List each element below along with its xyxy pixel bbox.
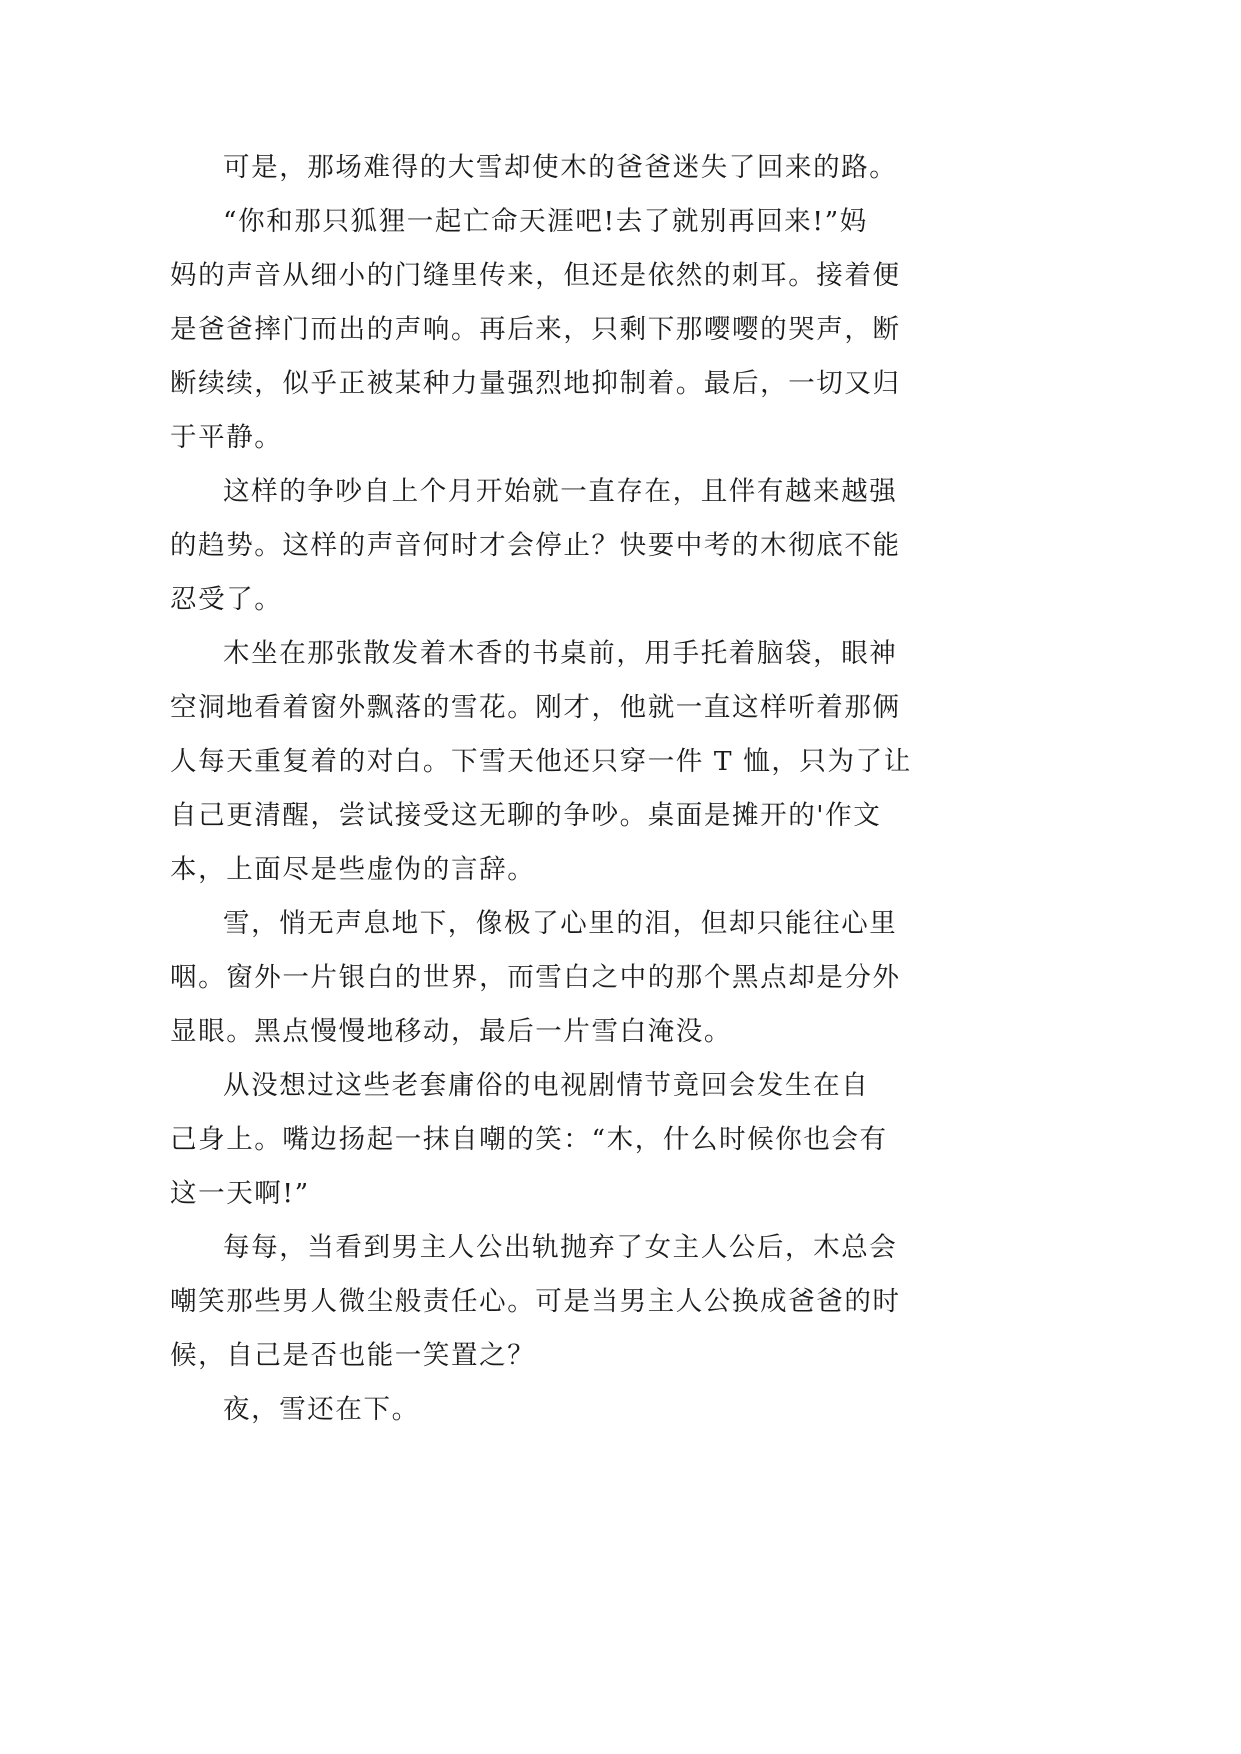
text-line: 可是，那场难得的大雪却使木的爸爸迷失了回来的路。 <box>223 152 898 183</box>
paragraph-4 <box>170 627 940 897</box>
text-line: “你和那只狐狸一起亡命天涯吧!去了就别再回来!”妈 <box>223 206 868 237</box>
text-line: 是爸爸摔门而出的声响。再后来，只剩下那嘤嘤的哭声，断 <box>170 314 901 345</box>
text-line: 妈的声音从细小的门缝里传来，但还是依然的刺耳。接着便 <box>170 260 901 291</box>
text-line: 的趋势。这样的声音何时才会停止？快要中考的木彻底不能 <box>170 530 901 561</box>
article-body <box>170 141 940 1437</box>
paragraph-1 <box>170 141 940 195</box>
text-line: 这样的争吵自上个月开始就一直存在，且伴有越来越强 <box>223 476 898 507</box>
text-line: 雪，悄无声息地下，像极了心里的泪，但却只能往心里 <box>223 908 898 939</box>
text-line: 嘲笑那些男人微尘般责任心。可是当男主人公换成爸爸的时 <box>170 1286 901 1317</box>
text-line: 本，上面尽是些虚伪的言辞。 <box>170 854 536 885</box>
text-line: 木坐在那张散发着木香的书桌前，用手托着脑袋，眼神 <box>223 638 898 669</box>
text-line: 忍受了。 <box>170 584 283 615</box>
text-line: 这一天啊!” <box>170 1178 310 1209</box>
paragraph-5 <box>170 897 940 1059</box>
text-line: 于平静。 <box>170 422 283 453</box>
paragraph-7 <box>170 1221 940 1383</box>
text-line: 从没想过这些老套庸俗的电视剧情节竟回会发生在自 <box>223 1070 870 1101</box>
text-line: 自己更清醒，尝试接受这无聊的争吵。桌面是摊开的'作文 <box>170 800 882 831</box>
text-line: 空洞地看着窗外飘落的雪花。刚才，他就一直这样听着那俩 <box>170 692 901 723</box>
text-line: 每每，当看到男主人公出轨抛弃了女主人公后，木总会 <box>223 1232 898 1263</box>
paragraph-6 <box>170 1059 940 1221</box>
paragraph-8 <box>170 1383 940 1437</box>
text-line: 人每天重复着的对白。下雪天他还只穿一件 T 恤，只为了让 <box>170 746 912 777</box>
paragraph-3 <box>170 465 940 627</box>
text-line: 咽。窗外一片银白的世界，而雪白之中的那个黑点却是分外 <box>170 962 901 993</box>
text-line: 显眼。黑点慢慢地移动，最后一片雪白淹没。 <box>170 1016 732 1047</box>
text-line: 己身上。嘴边扬起一抹自嘲的笑：“木，什么时候你也会有 <box>170 1124 888 1155</box>
text-line: 断续续，似乎正被某种力量强烈地抑制着。最后，一切又归 <box>170 368 901 399</box>
text-line: 候，自己是否也能一笑置之？ <box>170 1340 536 1371</box>
paragraph-2 <box>170 195 940 465</box>
text-line: 夜，雪还在下。 <box>223 1394 420 1425</box>
